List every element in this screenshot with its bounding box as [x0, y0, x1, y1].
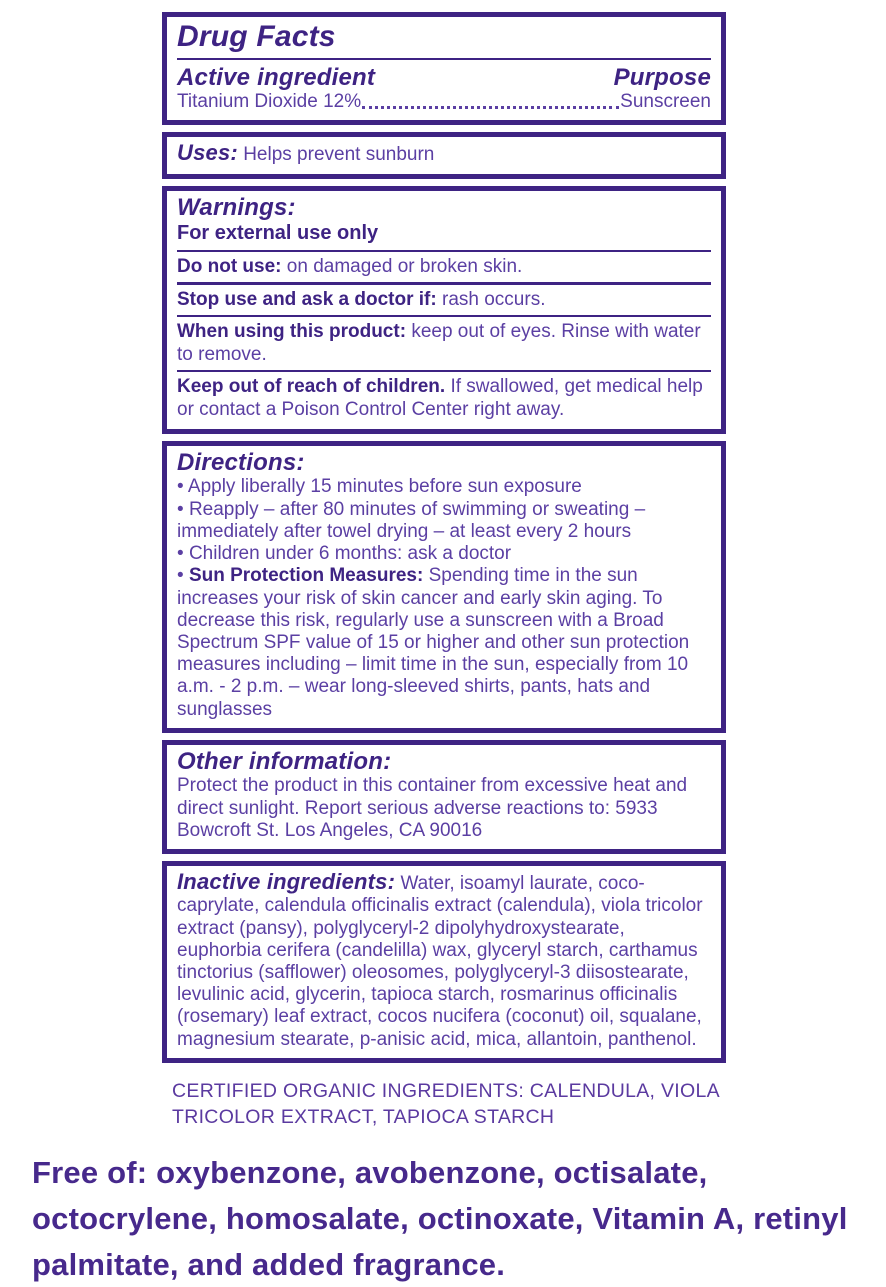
- warning-label: When using this product:: [177, 321, 407, 343]
- directions-title: Directions:: [177, 448, 305, 476]
- warnings-subtitle: For external use only: [177, 222, 379, 245]
- warning-item-do-not-use: [177, 256, 711, 278]
- drug-facts-panel: [162, 12, 726, 1063]
- divider: [177, 250, 711, 253]
- drug-facts-title: Drug Facts: [177, 20, 336, 53]
- bullet-icon: •: [177, 476, 184, 498]
- divider: [177, 315, 711, 318]
- certified-organic-note: CERTIFIED ORGANIC INGREDIENTS: CALENDULA, VIOLA TRICOLOR EXTRACT, TAPIOCA STARCH: [172, 1079, 719, 1129]
- warning-label: Stop use and ask a doctor if:: [177, 288, 437, 310]
- uses-line: [177, 140, 711, 166]
- inactive-ingredients-label: Inactive ingredients:: [177, 869, 396, 895]
- warning-label: Do not use:: [177, 256, 282, 278]
- direction-bullet-reapply: [177, 499, 711, 543]
- active-ingredient-header-row: [177, 64, 711, 92]
- direction-text: Apply liberally 15 minutes before sun exposure: [187, 476, 582, 498]
- bullet-icon: •: [177, 565, 184, 587]
- warning-text: If swallowed, get medical help or contact a Poison Control Center right away.: [177, 376, 703, 420]
- active-ingredient-purpose: Sunscreen: [620, 91, 711, 113]
- uses-label: Uses:: [177, 140, 238, 166]
- direction-bullet-apply: [177, 476, 711, 498]
- warnings-title: Warnings:: [177, 193, 296, 221]
- divider: [177, 282, 711, 285]
- other-information-title: Other information:: [177, 747, 392, 775]
- drug-facts-box: [162, 12, 726, 125]
- active-ingredient-name: Titanium Dioxide 12%: [177, 91, 362, 113]
- active-ingredient-row: [177, 91, 711, 113]
- warning-item-when-using: [177, 321, 711, 365]
- warning-label: Keep out of reach of children.: [177, 376, 446, 398]
- directions-box: [162, 441, 726, 733]
- direction-bullet-children: [177, 543, 711, 565]
- warnings-box: [162, 186, 726, 434]
- bullet-icon: •: [177, 543, 184, 565]
- inactive-ingredients-text: Water, isoamyl laurate, coco-caprylate, calendula officinalis extract (calendula), viola tricolor extract (pansy), polyglyceryl-2 dipolyhydroxystearate, euphorbia cerifera (candelilla) wax, glyceryl starch, carthamus tinctorius (safflower) oleosomes, polyglyceryl-3 diisostearate, levulinic acid, glycerin, tapioca starch, rosmarinus officinalis (rosemary) leaf extract, cocos nucifera (coconut) oil, squalane, magnesium stearate, p-anisic acid, mica, allantoin, panthenol.: [177, 873, 703, 1050]
- other-information-text: Protect the product in this container from excessive heat and direct sunlight. Report serious adverse reactions to: 5933 Bowcroft St. Los Angeles, CA 90016: [177, 775, 688, 841]
- free-of-statement: Free of: oxybenzone, avobenzone, octisalate, octocrylene, homosalate, octinoxate, Vitamin A, retinyl palmitate, and added fragrance.: [32, 1155, 848, 1282]
- divider: [177, 370, 711, 373]
- bullet-icon: •: [177, 498, 184, 520]
- direction-text: Spending time in the sun increases your risk of skin cancer and early skin aging. To decrease this risk, regularly use a sunscreen with a Broad Spectrum SPF value of 15 or higher and other sun protection measures including – limit time in the sun, especially from 10 a.m. - 2 p.m. – wear long-sleeved shirts, pants, hats and sunglasses: [177, 565, 690, 720]
- warning-text: on damaged or broken skin.: [286, 256, 523, 278]
- inactive-ingredients-box: [162, 861, 726, 1063]
- warning-item-keep-out-of-reach: [177, 376, 711, 420]
- warning-text: rash occurs.: [442, 288, 546, 310]
- direction-label: Sun Protection Measures:: [188, 565, 424, 587]
- warning-item-stop-use: [177, 289, 711, 311]
- warning-text: keep out of eyes. Rinse with water to remove.: [177, 321, 701, 365]
- divider: [177, 58, 711, 60]
- inactive-ingredients-line: [177, 869, 711, 1051]
- other-information-box: [162, 740, 726, 854]
- direction-text: Reapply – after 80 minutes of swimming or sweating – immediately after towel drying – at least every 2 hours: [177, 498, 646, 542]
- purpose-header: Purpose: [613, 63, 711, 91]
- uses-text: Helps prevent sunburn: [243, 144, 435, 166]
- uses-box: [162, 132, 726, 178]
- direction-bullet-sun-protection: [177, 565, 711, 721]
- direction-text: Children under 6 months: ask a doctor: [188, 543, 512, 565]
- active-ingredient-header: Active ingredient: [177, 63, 376, 91]
- dotted-leader: [362, 106, 619, 109]
